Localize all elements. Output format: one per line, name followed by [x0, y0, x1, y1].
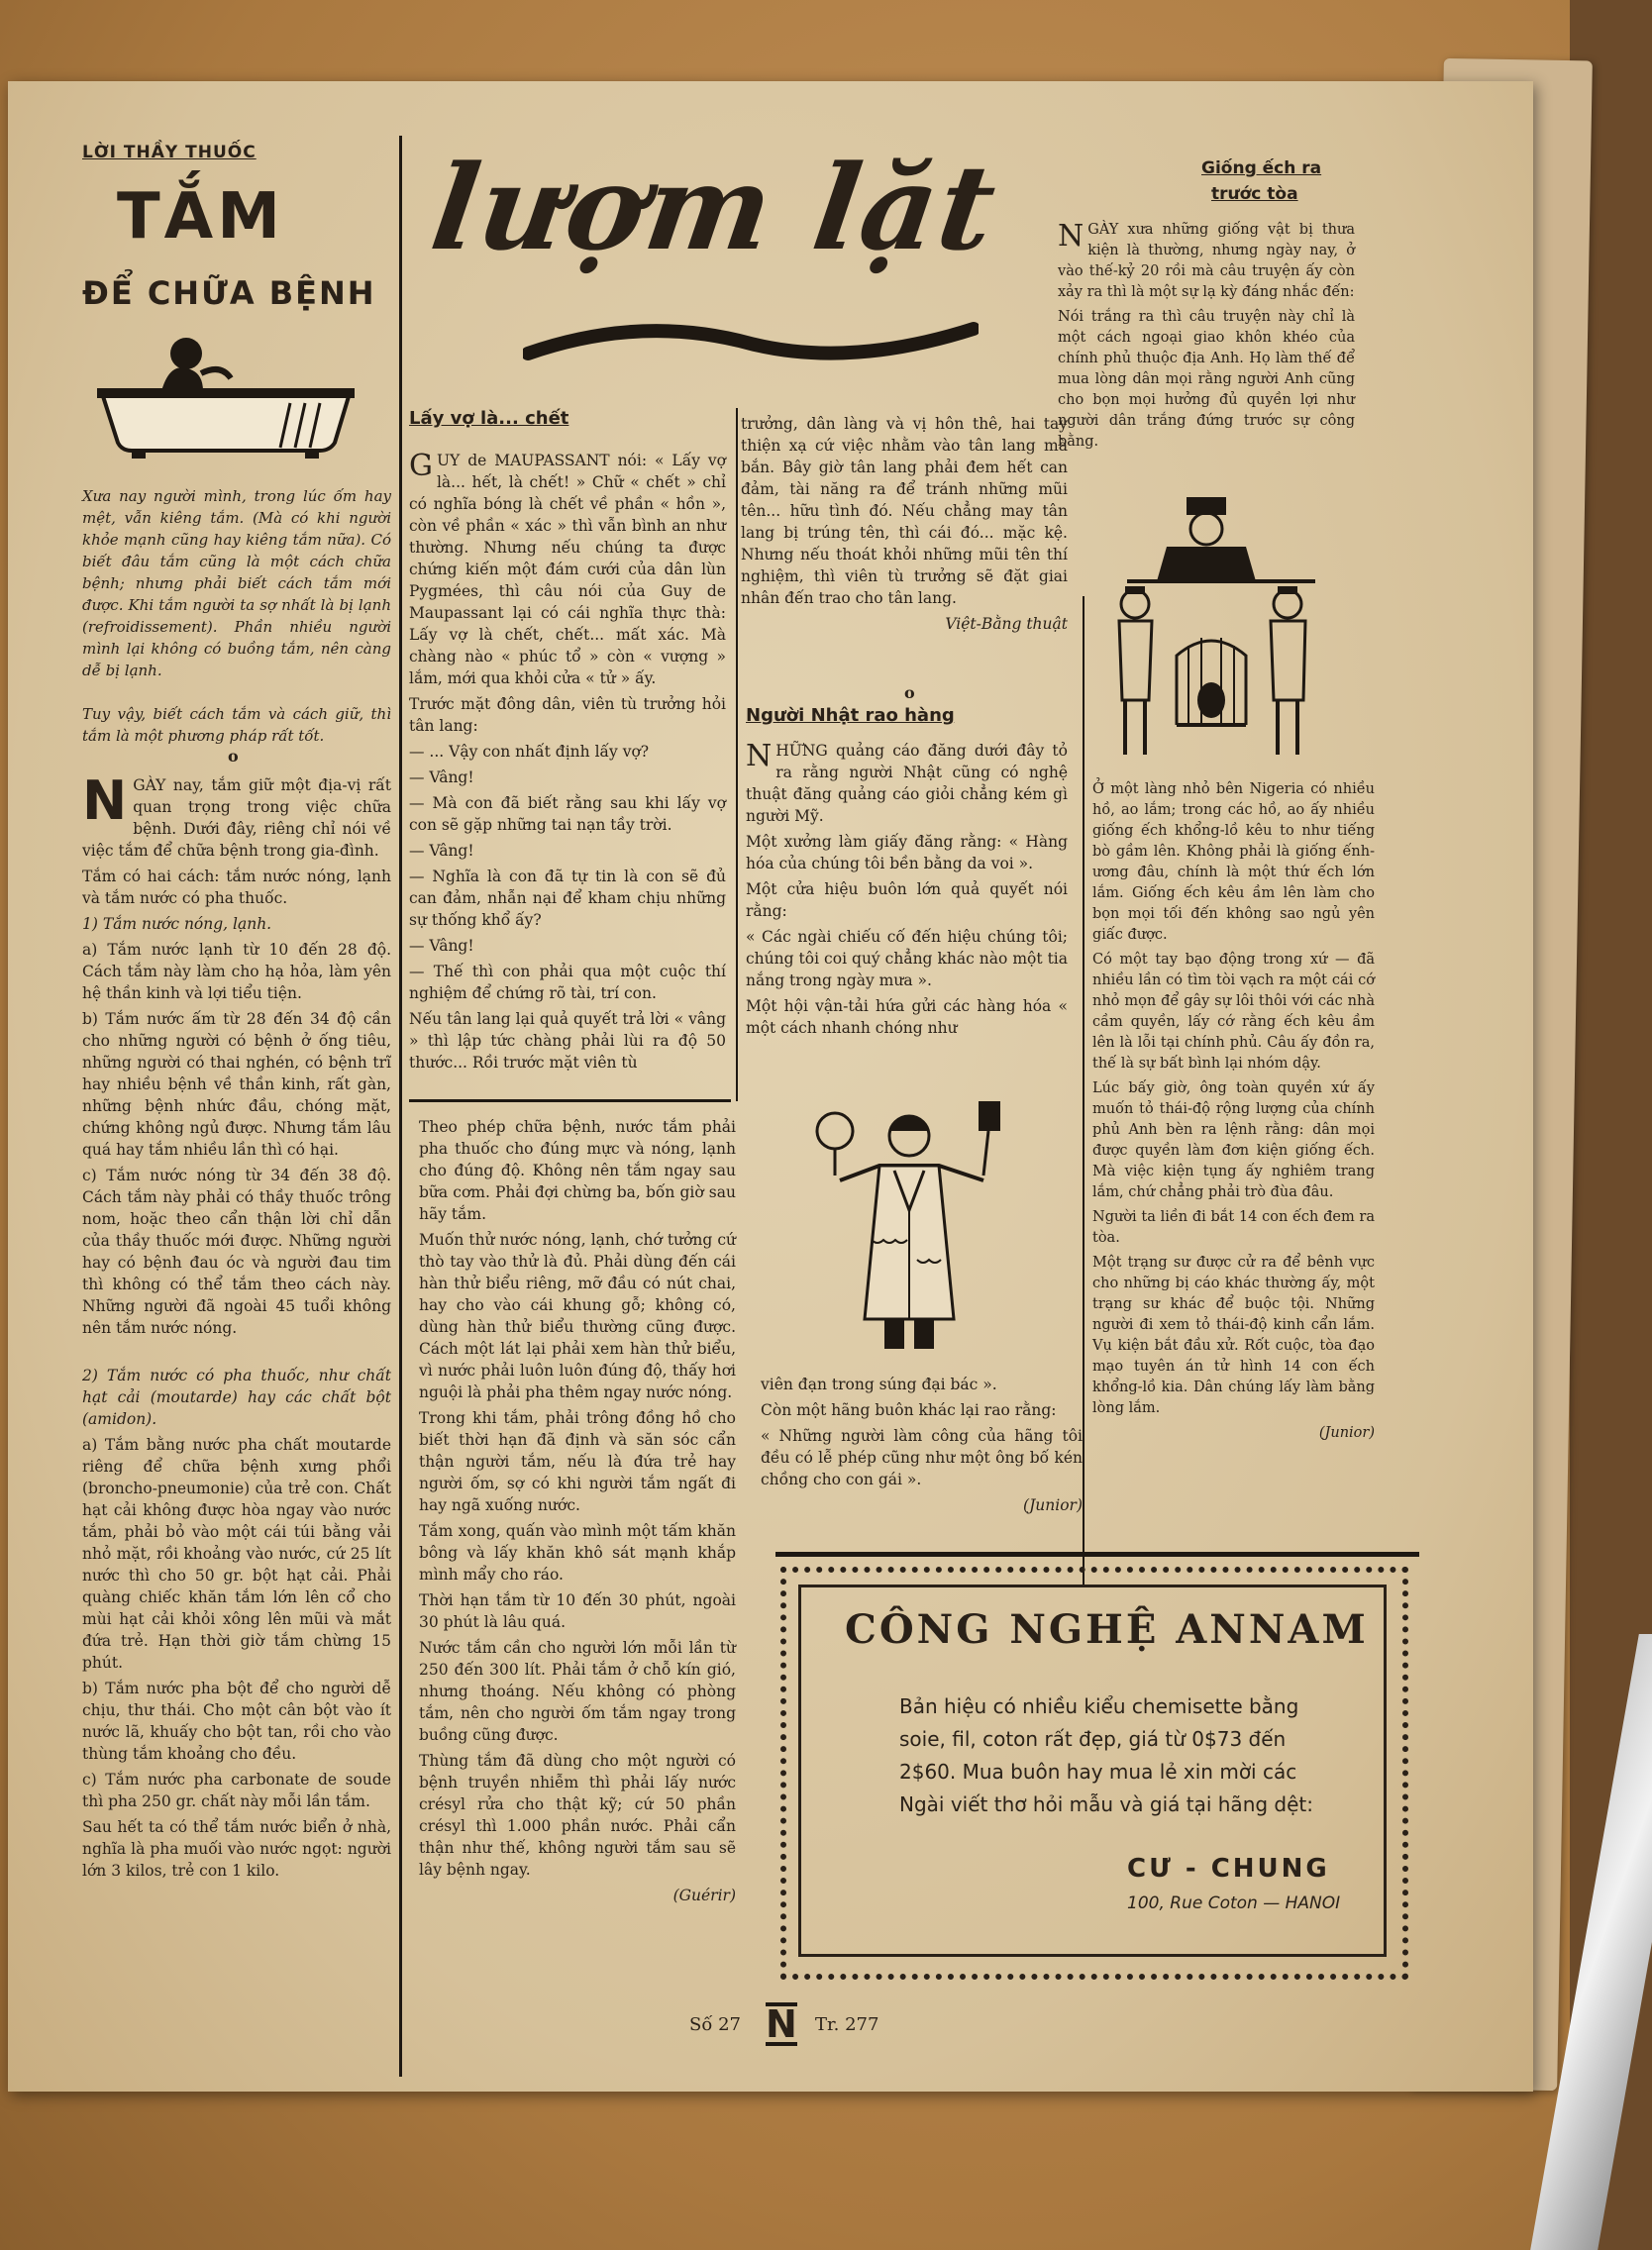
paragraph: Nếu tân lang lại quả quyết trả lời « vâng » thì lập tức chàng phải lùi ra độ 50 thước... Rồi trước mặt viên tù [409, 1010, 726, 1072]
column-rule [399, 136, 402, 2077]
intro-text: Xưa nay người mình, trong lúc ốm hay mệt, vẫn kiêng tắm. (Mà có khi người khỏe mạnh cũng hay kiêng tắm nữa). Có biết đâu tắm cũng là một cách chữa bệnh; nhưng phải biết cách tắm mới được. Khi tắm người ta sợ nhất là bị lạnh (refroidissement). Phần nhiều người mình lại không có buồng tắm, nên càng dễ bị lạnh. [82, 487, 391, 679]
ad-body: Bản hiệu có nhiều kiểu chemisette bằng soie, fil, coton rất đẹp, giá từ 0$73 đến 2$60. Mua buôn hay mua lẻ xin mời các Ngài viết thơ hỏi mẫu và giá tại hãng dệt: [899, 1694, 1313, 1816]
divider-o: o [904, 683, 915, 702]
paragraph: — Vâng! [409, 768, 474, 786]
paragraph: 2) Tắm nước có pha thuốc, như chất hạt cải (moutarde) hay các chất bột (amidon). [82, 1367, 391, 1428]
wife-article-col1 [409, 450, 726, 1077]
paragraph: — Thế thì con phải qua một cuộc thí nghiệm để chứng rõ tài, trí con. [409, 963, 726, 1002]
article-title: Người Nhật rao hàng [746, 705, 955, 726]
dropcap: N [746, 739, 773, 773]
paragraph: Thùng tắm đã dùng cho một người có bệnh truyền nhiễm thì phải lấy nước crésyl rửa cho thật kỹ; cứ 50 phần crésyl thì 1.000 phần nước. Phải cẩn thận như thế, không người tắm sau sẽ lây bệnh ngay. [419, 1752, 736, 1879]
paragraph: UY de MAUPASSANT nói: « Lấy vợ là... hết, là chết! » Chữ « chết » chỉ có nghĩa bóng là chết về phần « hồn », còn về phần « xác » thì vẫn bình an như thường. Nhưng nếu chúng ta được chứng kiến một đám cưới của dân lùn Pygmées, thì câu nói của Guy de Maupassant lại có cái nghĩa thực thà: Lấy vợ là chết, chết... mất xác. Mà chàng nào « phúc tổ » còn « vượng » lắm, mới qua khỏi cửa « tử » ấy. [409, 452, 726, 687]
paragraph: Người ta liền đi bắt 14 con ếch đem ra tòa. [1092, 1209, 1375, 1246]
paragraph: c) Tắm nước nóng từ 34 đến 38 độ. Cách tắm này phải có thầy thuốc trông nom, hoặc theo cẩn thận lời chỉ dẫn của thầy thuốc mới được. Những người hay có bệnh đau óc và người đau tim thì không có thể tắm theo cách này. Những người đã ngoài 45 tuổi không nên tắm nước nóng. [82, 1167, 391, 1337]
bath-article-body [82, 769, 391, 1886]
paragraph: Tắm có hai cách: tắm nước nóng, lạnh và tắm nước có pha thuốc. [82, 868, 391, 907]
paragraph: trưởng, dân làng và vị hôn thê, hai tay thiện xạ cứ việc nhằm vào tân lang mà bắn. Bây giờ tân lang phải đem hết can đảm, tài năng ra để tránh những mũi tên... hữu tình đó. Nếu chẳng may tân lang bị trúng tên, thì cái đó... mặc kệ. Nhưng nếu thoát khỏi những mũi tên thí nghiệm, thì viên tù trưởng sẽ đặt giai nhân đến trao cho tân lang. [741, 415, 1068, 607]
merchant-illustration [800, 1091, 1018, 1359]
signature: (Guérir) [672, 1887, 736, 1904]
paragraph: GÀY nay, tắm giữ một địa-vị rất quan trọng trong việc chữa bệnh. Dưới đây, riêng chỉ nói về việc tắm để chữa bệnh trong gia-đình. [82, 776, 391, 860]
paragraph: Sau hết ta có thể tắm nước biển ở nhà, nghĩa là pha muối vào nước ngọt: người lớn 3 kilos, trẻ con 1 kilo. [82, 1818, 391, 1880]
court-illustration [1107, 487, 1335, 774]
paragraph: Muốn thử nước nóng, lạnh, chớ tưởng cứ thò tay vào thử là đủ. Phải dùng đến cái hàn thử biểu riêng, mỡ đầu có nút chai, hay cho vào cái khung gỗ; không có, dùng hàn thử biểu thường cũng được. Cách một lát lại phải xem hàn thử biểu, vì nước phải luôn luôn đúng độ, thấy hơi nguội là phải pha thêm ngay nước nóng. [419, 1231, 736, 1401]
bath-continuation [419, 1116, 736, 1910]
paragraph: — Mà con đã biết rằng sau khi lấy vợ con sẽ gặp những tai nạn tầy trời. [409, 794, 726, 834]
signature: (Junior) [1023, 1496, 1083, 1514]
paragraph: Một cửa hiệu buôn lớn quả quyết nói rằng: [746, 880, 1068, 920]
dropcap: N [1058, 219, 1084, 254]
paragraph: Nói trắng ra thì câu truyện này chỉ là một cách ngoại giao khôn khéo của chính phủ thuộc địa Anh. Họ làm thế để mua lòng dân mọi rằng người Anh cũng cho bọn mọi hưởng đủ quyền lợi như người dân trắng đứng trước sự công bằng. [1058, 309, 1355, 450]
paragraph: 1) Tắm nước nóng, lạnh. [82, 915, 272, 933]
wife-article-col2 [741, 413, 1068, 639]
paragraph: a) Tắm bằng nước pha chất moutarde riêng để chữa bệnh xưng phổi (broncho-pneumonie) của trẻ con. Chất hạt cải không được hòa ngay vào nước tắm, phải bỏ vào một cái túi bằng vải nhỏ mặt, rồi khoảng vào nước, cứ 25 lít nước thì cho 50 gr. bột hạt cải. Phải quàng chiếc khăn tắm lớn lên cổ cho mùi hạt cải khỏi xông lên mũi và mắt đứa trẻ. Hạn thời giờ tắm chừng 15 phút. [82, 1436, 391, 1672]
divider-o: o [228, 747, 239, 766]
article-title: Giống ếch ra [1201, 158, 1322, 178]
paragraph: HỮNG quảng cáo đăng dưới đây tỏ ra rằng người Nhật cũng có nghệ thuật đăng quảng cáo giỏi chẳng kém gì người Mỹ. [746, 742, 1068, 825]
logo-mark: N [766, 2002, 797, 2046]
newspaper-page [8, 81, 1533, 2092]
masthead-title: lượm lặt [424, 139, 1005, 276]
paragraph: Theo phép chữa bệnh, nước tắm phải pha thuốc cho đúng mực và nóng, lạnh cho đúng độ. Không nên tắm ngay sau bữa cơm. Phải đợi chừng ba, bốn giờ sau hãy tắm. [419, 1118, 736, 1223]
paragraph: c) Tắm nước pha carbonate de soude thì pha 250 gr. chất này mỗi lần tắm. [82, 1771, 391, 1810]
paragraph: Một hội vận-tải hứa gửi các hàng hóa « một cách nhanh chóng như [746, 997, 1068, 1037]
signature: (Junior) [1318, 1425, 1375, 1441]
paragraph: Tắm xong, quấn vào mình một tấm khăn bông và lấy khăn khô sát mạnh khắp mình mẩy cho ráo. [419, 1522, 736, 1584]
paragraph: Trước mặt đông dân, viên tù trưởng hỏi tân lang: [409, 695, 726, 735]
headline-sub: ĐỂ CHỮA BỆNH [82, 274, 376, 312]
japan-article-bottom [761, 1374, 1083, 1520]
dropcap: G [409, 449, 433, 483]
paragraph: — Nghĩa là con đã tự tin là con sẽ đủ can đảm, nhẫn nại để kham chịu những sự thống khổ ấy? [409, 868, 726, 929]
headline-tam: TẮM [117, 180, 284, 254]
ad-title: CÔNG NGHỆ ANNAM [845, 1606, 1369, 1653]
paragraph: — Vâng! [409, 937, 474, 955]
paragraph: Thời hạn tắm từ 10 đến 30 phút, ngoài 30 phút là lâu quá. [419, 1591, 736, 1631]
paragraph: a) Tắm nước lạnh từ 10 đến 28 độ. Cách tắm này làm cho hạ hỏa, làm yên hệ thần kinh và lợi tiểu tiện. [82, 941, 391, 1002]
intro-text-2: Tuy vậy, biết cách tắm và cách giữ, thì tắm là một phương pháp rất tốt. [82, 705, 391, 745]
signature: Việt-Bằng thuật [945, 615, 1068, 633]
paragraph: — Vâng! [409, 842, 474, 860]
paragraph: Nước tắm cần cho người lớn mỗi lần từ 250 đến 300 lít. Phải tắm ở chỗ kín gió, nhưng thoáng. Nếu không có phòng tắm, nên cho người ốm tắm ngay trong buồng cũng được. [419, 1639, 736, 1744]
column-rule [1083, 596, 1084, 1586]
paragraph: — ... Vậy con nhất định lấy vợ? [409, 743, 650, 761]
paragraph: Còn một hãng buôn khác lại rao rằng: [761, 1401, 1057, 1419]
paragraph: Một xưởng làm giấy đăng rằng: « Hàng hóa của chúng tôi bền bằng da voi ». [746, 833, 1068, 872]
paragraph: b) Tắm nước pha bột để cho người dễ chịu, thư thái. Cho một cân bột vào ít nước lã, khuấy cho bột tan, rồi cho vào thùng tắm khoảng cho đều. [82, 1680, 391, 1763]
bathtub-illustration [92, 334, 360, 462]
frog-article-top [1058, 220, 1355, 457]
issue-number: Số 27 [689, 2014, 741, 2035]
column-rule [736, 408, 738, 1101]
ad-brand: CƯ - CHUNG [1127, 1854, 1330, 1884]
masthead-swash [523, 314, 979, 373]
ad-address: 100, Rue Coton — HANOI [1127, 1893, 1341, 1913]
article-title: trước tòa [1211, 184, 1298, 204]
paragraph: « Những người làm công của hãng tôi đều có lễ phép cũng như một ông bố kén chồng cho con gái ». [761, 1427, 1083, 1488]
kicker: LỜI THẦY THUỐC [82, 143, 257, 162]
paragraph: b) Tắm nước ấm từ 28 đến 34 độ cần cho những người có bệnh ở ống tiêu, những người có thai nghén, có bệnh trĩ hay nhiều bệnh về thần kinh, rất gàn, những bệnh nhức đầu, chóng mặt, chứng không ngủ được. Nhưng tắm lâu quá hay tắm nhiều lần thì có hại. [82, 1010, 391, 1159]
page-number: Tr. 277 [815, 2014, 879, 2035]
paragraph: « Các ngài chiếu cố đến hiệu chúng tôi; chúng tôi coi quý chẳng khác nào một tia nắng trong ngày mưa ». [746, 928, 1068, 989]
paragraph: viên đạn trong súng đại bác ». [761, 1376, 997, 1393]
dropcap: N [82, 769, 128, 832]
paragraph: Một trạng sư được cử ra để bênh vực cho những bị cáo khác thường ấy, một trạng sư khác để buộc tội. Những người đi xem tỏ thái-độ kinh cẩn lắm. Vụ kiện bắt đầu xử. Rốt cuộc, tòa đạo mạo tuyên án tử hình 14 con ếch khổng-lồ kia. Dân chúng lấy làm bằng lòng lắm. [1092, 1255, 1375, 1416]
paragraph: Lúc bấy giờ, ông toàn quyền xứ ấy muốn tỏ thái-độ rộng lượng của chính phủ Anh bèn ra lệnh rằng: dân mọi được quyền làm đơn kiện giống ếch. Mà việc kiện tụng ấy nghiêm trang lắm, chứ chẳng phải trò đùa đâu. [1092, 1080, 1375, 1200]
article-title: Lấy vợ là... chết [409, 408, 569, 429]
paragraph: Trong khi tắm, phải trông đồng hồ cho biết thời hạn đã định và săn sóc cẩn thận người tắm, nếu là đứa trẻ hay người ốm, sợ có khi người tắm ngất đi hay ngã xuống nước. [419, 1409, 736, 1514]
frog-article-bottom [1092, 779, 1375, 1448]
paragraph: Có một tay bạo động trong xứ — đã nhiều lần có tìm tòi vạch ra một cái cớ nhỏ mọn để gây sự lôi thôi với các nhà cầm quyền, lấy cớ rằng ếch kêu ầm lên là lỗi tại chính phủ. Câu ấy đồn ra, thế là sự bất bình lại nhóm dậy. [1092, 952, 1375, 1072]
rule [775, 1552, 1419, 1557]
paragraph: GÀY xưa những giống vật bị thưa kiện là thường, nhưng ngày nay, ở vào thế-kỷ 20 rồi mà câu truyện ấy còn xảy ra thì là một sự lạ kỳ đáng nhắc đến: [1058, 222, 1355, 300]
paragraph: Ở một làng nhỏ bên Nigeria có nhiều hồ, ao lắm; trong các hồ, ao ấy nhiều giống ếch khổng-lồ kêu to như tiếng bò gầm lên. Không phải là giống ếnh-ương đâu, chính là một thứ ếch lớn lắm. Giống ếch kêu ầm lên làm cho bọn mọi tối đến không sao ngủ yên giấc được. [1092, 781, 1375, 943]
rule [409, 1099, 731, 1102]
japan-article-top [746, 740, 1068, 1043]
